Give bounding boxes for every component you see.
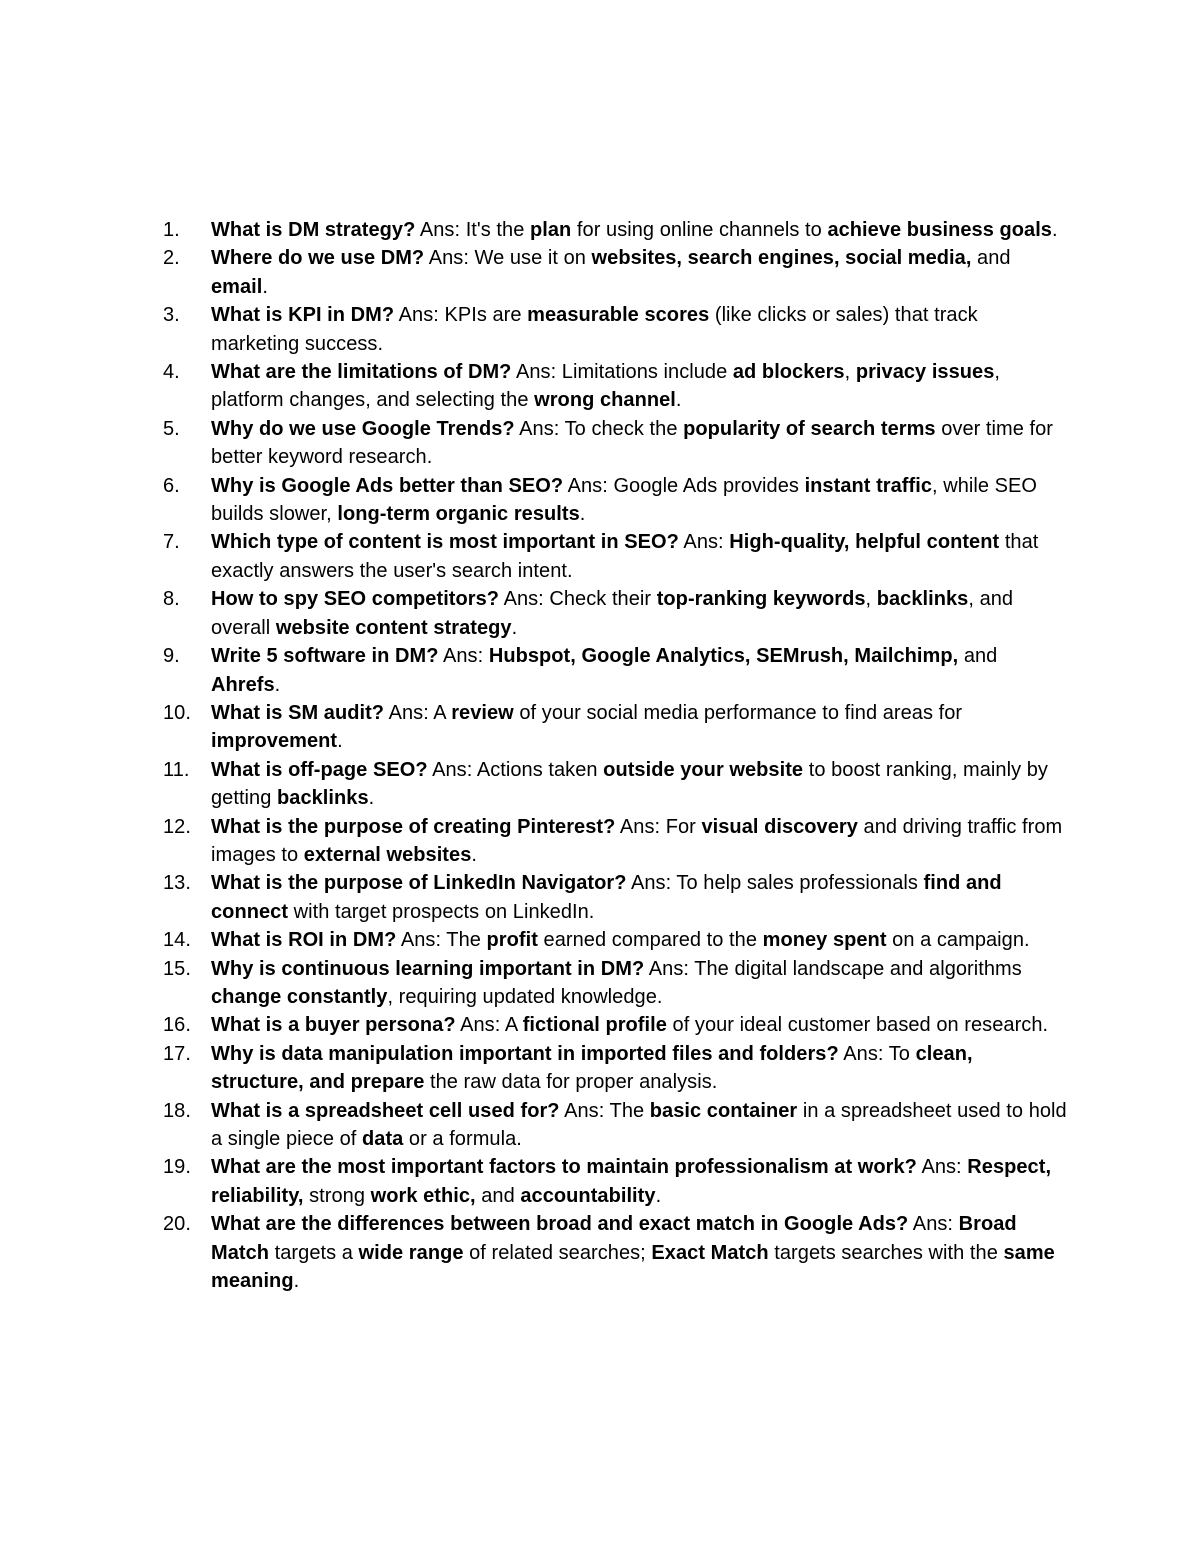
- list-number-label: 14.: [163, 929, 191, 952]
- plain-text: Ans: Limitations include: [511, 361, 733, 384]
- plain-text: .: [579, 503, 586, 526]
- qa-text: [211, 358, 1068, 415]
- bold-text: What is off-page SEO?: [211, 758, 428, 781]
- bold-text: work ethic,: [370, 1184, 476, 1207]
- list-item: [148, 216, 1068, 244]
- bold-text: ad blockers: [732, 361, 845, 384]
- list-number: [148, 472, 211, 500]
- list-number-label: 18.: [163, 1099, 191, 1122]
- list-number: [148, 642, 211, 670]
- bold-text: plan: [530, 219, 572, 241]
- list-number: [148, 1210, 211, 1238]
- plain-text: Ans: Google Ads provides: [563, 474, 805, 497]
- bold-text: What are the differences between broad and exact match in Google Ads?: [211, 1213, 909, 1236]
- list-number: [148, 699, 211, 727]
- bold-text: instant traffic: [804, 474, 932, 497]
- plain-text: or a formula.: [403, 1128, 522, 1150]
- plain-text: the raw data for proper analysis.: [424, 1071, 718, 1094]
- plain-text: Ans: To help sales professionals: [626, 872, 924, 895]
- qa-text: [211, 301, 1068, 358]
- qa-text: [211, 528, 1068, 585]
- list-number-label: 12.: [163, 815, 191, 838]
- plain-text: Ans: KPIs are: [394, 304, 528, 327]
- qa-text: [211, 1011, 1068, 1039]
- bold-text: basic container: [649, 1099, 798, 1122]
- plain-text: Ans:: [916, 1156, 968, 1179]
- plain-text: .: [293, 1270, 300, 1293]
- plain-text: with target prospects on LinkedIn.: [288, 900, 595, 923]
- qa-text: [211, 585, 1068, 642]
- list-number-label: 6.: [163, 474, 180, 497]
- list-number-label: 16.: [163, 1014, 191, 1037]
- plain-text: targets searches with the: [768, 1241, 1004, 1264]
- list-number-label: 3.: [163, 304, 180, 327]
- bold-text: Why is Google Ads better than SEO?: [211, 474, 564, 497]
- list-number-label: 20.: [163, 1213, 191, 1236]
- bold-text: Which type of content is most important in SEO?: [211, 531, 679, 554]
- bold-text: What is the purpose of creating Pinterest?: [211, 815, 616, 838]
- plain-text: of your social media performance to find areas for: [513, 701, 963, 724]
- bold-text: Ahrefs: [211, 673, 275, 696]
- list-number: [148, 585, 211, 613]
- bold-text: What is ROI in DM?: [211, 929, 397, 952]
- qa-text: [211, 955, 1068, 1012]
- list-item: [148, 699, 1068, 756]
- list-number: [148, 1097, 211, 1125]
- bold-text: Respect, reliability,: [211, 1156, 1052, 1207]
- list-number: [148, 301, 211, 329]
- list-number: [148, 415, 211, 443]
- bold-text: improvement: [211, 730, 338, 753]
- plain-text: .: [655, 1184, 662, 1207]
- plain-text: Ans:: [908, 1213, 959, 1236]
- list-item: [148, 1210, 1068, 1295]
- bold-text: outside your website: [603, 758, 804, 781]
- bold-text: privacy issues: [855, 361, 995, 384]
- list-number-label: 19.: [163, 1156, 191, 1179]
- plain-text: of your ideal customer based on research.: [666, 1014, 1049, 1037]
- list-item: [148, 642, 1068, 699]
- bold-text: What are the limitations of DM?: [211, 361, 512, 384]
- qa-text: [211, 699, 1068, 756]
- list-number-label: 9.: [163, 645, 180, 668]
- qa-text: [211, 415, 1068, 472]
- bold-text: change constantly: [211, 985, 388, 1008]
- list-number: [148, 528, 211, 556]
- qa-text: [211, 216, 1068, 244]
- bold-text: Write 5 software in DM?: [211, 645, 439, 668]
- bold-text: wrong channel: [534, 389, 676, 412]
- plain-text: that exactly answers the user's search intent.: [211, 531, 1039, 582]
- list-number-label: 4.: [163, 361, 180, 384]
- bold-text: Where do we use DM?: [211, 247, 425, 270]
- list-number: [148, 358, 211, 386]
- plain-text: , and overall: [211, 588, 1014, 639]
- plain-text: .: [337, 730, 343, 753]
- list-number-label: 8.: [163, 588, 180, 611]
- bold-text: clean, structure, and prepare: [211, 1042, 973, 1094]
- bold-text: Broad Match: [211, 1213, 1017, 1264]
- qa-text: [211, 472, 1068, 529]
- list-item: [148, 301, 1068, 358]
- list-number: [148, 926, 211, 954]
- plain-text: on a campaign.: [886, 929, 1030, 952]
- plain-text: .: [675, 389, 682, 412]
- bold-text: popularity of search terms: [683, 417, 936, 440]
- qa-text: [211, 642, 1068, 699]
- plain-text: Ans: It's the: [415, 219, 530, 241]
- list-item: [148, 926, 1068, 954]
- qa-text: [211, 926, 1068, 954]
- list-number: [148, 1011, 211, 1039]
- list-item: [148, 813, 1068, 870]
- qa-text: [211, 1040, 1068, 1097]
- list-item: [148, 756, 1068, 813]
- bold-text: money spent: [762, 929, 887, 952]
- plain-text: in a spreadsheet used to hold a single piece of: [211, 1099, 1067, 1150]
- bold-text: Why do we use Google Trends?: [211, 417, 515, 440]
- list-number-label: 1.: [163, 219, 180, 241]
- list-number: [148, 756, 211, 784]
- bold-text: accountability: [520, 1184, 656, 1207]
- plain-text: Ans: The: [559, 1099, 650, 1122]
- bold-text: achieve business goals: [827, 219, 1052, 241]
- bold-text: What are the most important factors to maintain professionalism at work?: [211, 1156, 917, 1179]
- bold-text: email: [211, 275, 263, 298]
- qa-text: [211, 813, 1068, 870]
- plain-text: Ans: The digital landscape and algorithms: [644, 957, 1022, 980]
- bold-text: Hubspot, Google Analytics, SEMrush, Mailchimp,: [488, 645, 959, 668]
- list-number: [148, 869, 211, 897]
- qa-text: [211, 756, 1068, 813]
- plain-text: Ans: Actions taken: [427, 758, 604, 781]
- bold-text: visual discovery: [701, 815, 858, 838]
- plain-text: .: [274, 673, 281, 696]
- list-number: [148, 216, 211, 244]
- qa-text: [211, 1153, 1068, 1210]
- plain-text: targets a: [269, 1241, 359, 1264]
- bold-text: long-term organic results: [337, 503, 580, 526]
- plain-text: strong: [303, 1184, 371, 1207]
- list-number: [148, 1153, 211, 1181]
- plain-text: and: [971, 247, 1011, 270]
- plain-text: Ans: The: [396, 929, 487, 952]
- bold-text: fictional profile: [522, 1014, 667, 1037]
- bold-text: High-quality, helpful content: [729, 531, 1000, 554]
- plain-text: ,: [844, 361, 856, 384]
- bold-text: What is SM audit?: [211, 701, 385, 724]
- qa-text: [211, 1210, 1068, 1295]
- list-item: [148, 585, 1068, 642]
- plain-text: for using online channels to: [571, 219, 828, 241]
- list-item: [148, 1011, 1068, 1039]
- bold-text: wide range: [358, 1241, 464, 1264]
- bold-text: How to spy SEO competitors?: [211, 588, 500, 611]
- plain-text: and: [958, 645, 998, 668]
- bold-text: find and connect: [211, 872, 1002, 923]
- list-item: [148, 1153, 1068, 1210]
- plain-text: and: [475, 1184, 521, 1207]
- list-item: [148, 1040, 1068, 1097]
- bold-text: backlinks: [876, 588, 969, 611]
- bold-text: measurable scores: [527, 304, 710, 327]
- plain-text: earned compared to the: [537, 929, 763, 952]
- plain-text: Ans:: [678, 531, 730, 554]
- bold-text: top-ranking keywords: [656, 588, 866, 611]
- bold-text: What is the purpose of LinkedIn Navigator?: [211, 872, 627, 895]
- bold-text: website content strategy: [275, 616, 512, 639]
- plain-text: .: [1051, 219, 1058, 241]
- plain-text: , requiring updated knowledge.: [387, 985, 663, 1008]
- bold-text: Why is data manipulation important in imported files and folders?: [211, 1042, 839, 1065]
- plain-text: ,: [865, 588, 877, 611]
- qa-text: [211, 869, 1068, 926]
- list-number-label: 10.: [163, 701, 191, 724]
- list-number: [148, 244, 211, 272]
- plain-text: .: [368, 787, 375, 810]
- list-number: [148, 813, 211, 841]
- plain-text: Ans: To: [838, 1042, 916, 1065]
- bold-text: What is a spreadsheet cell used for?: [211, 1099, 560, 1122]
- list-item: [148, 415, 1068, 472]
- plain-text: Ans: We use it on: [424, 247, 592, 270]
- plain-text: over time for better keyword research.: [211, 417, 1054, 469]
- plain-text: and driving traffic from images to: [211, 815, 1063, 866]
- bold-text: backlinks: [277, 787, 369, 810]
- plain-text: to boost ranking, mainly by getting: [211, 758, 1048, 810]
- bold-text: What is KPI in DM?: [211, 304, 395, 327]
- list-number-label: 13.: [163, 872, 191, 895]
- bold-text: profit: [486, 929, 538, 952]
- plain-text: , platform changes, and selecting the: [211, 361, 1000, 412]
- list-item: [148, 1097, 1068, 1154]
- plain-text: , while SEO builds slower,: [211, 474, 1038, 526]
- bold-text: review: [451, 701, 514, 724]
- plain-text: Ans:: [438, 645, 489, 668]
- plain-text: .: [471, 843, 477, 866]
- bold-text: What is a buyer persona?: [211, 1014, 456, 1037]
- list-number-label: 7.: [163, 531, 180, 554]
- plain-text: Ans: Check their: [499, 588, 657, 611]
- list-number-label: 5.: [163, 417, 180, 440]
- qa-text: [211, 244, 1068, 301]
- list-item: [148, 869, 1068, 926]
- list-item: [148, 244, 1068, 301]
- list-item: [148, 472, 1068, 529]
- list-item: [148, 358, 1068, 415]
- bold-text: What is DM strategy?: [211, 219, 416, 241]
- plain-text: of related searches;: [463, 1241, 652, 1264]
- plain-text: .: [262, 275, 269, 298]
- bold-text: websites, search engines, social media,: [591, 247, 972, 270]
- list-number-label: 11.: [163, 758, 190, 781]
- plain-text: Ans: For: [615, 815, 702, 838]
- plain-text: .: [511, 616, 518, 639]
- bold-text: data: [362, 1128, 404, 1150]
- list-item: [148, 528, 1068, 585]
- list-number-label: 15.: [163, 957, 191, 980]
- plain-text: Ans: To check the: [514, 417, 684, 440]
- bold-text: same meaning: [211, 1241, 1055, 1293]
- qa-list: [148, 216, 1068, 1295]
- bold-text: Exact Match: [651, 1241, 769, 1264]
- qa-text: [211, 1097, 1068, 1154]
- bold-text: external websites: [303, 843, 472, 866]
- plain-text: Ans: A: [384, 701, 452, 724]
- list-number: [148, 955, 211, 983]
- list-number-label: 17.: [163, 1042, 191, 1065]
- list-number-label: 2.: [163, 247, 180, 270]
- list-item: [148, 955, 1068, 1012]
- list-number: [148, 1040, 211, 1068]
- plain-text: Ans: A: [455, 1014, 523, 1037]
- plain-text: (like clicks or sales) that track marketing success.: [211, 304, 978, 355]
- bold-text: Why is continuous learning important in DM?: [211, 957, 645, 980]
